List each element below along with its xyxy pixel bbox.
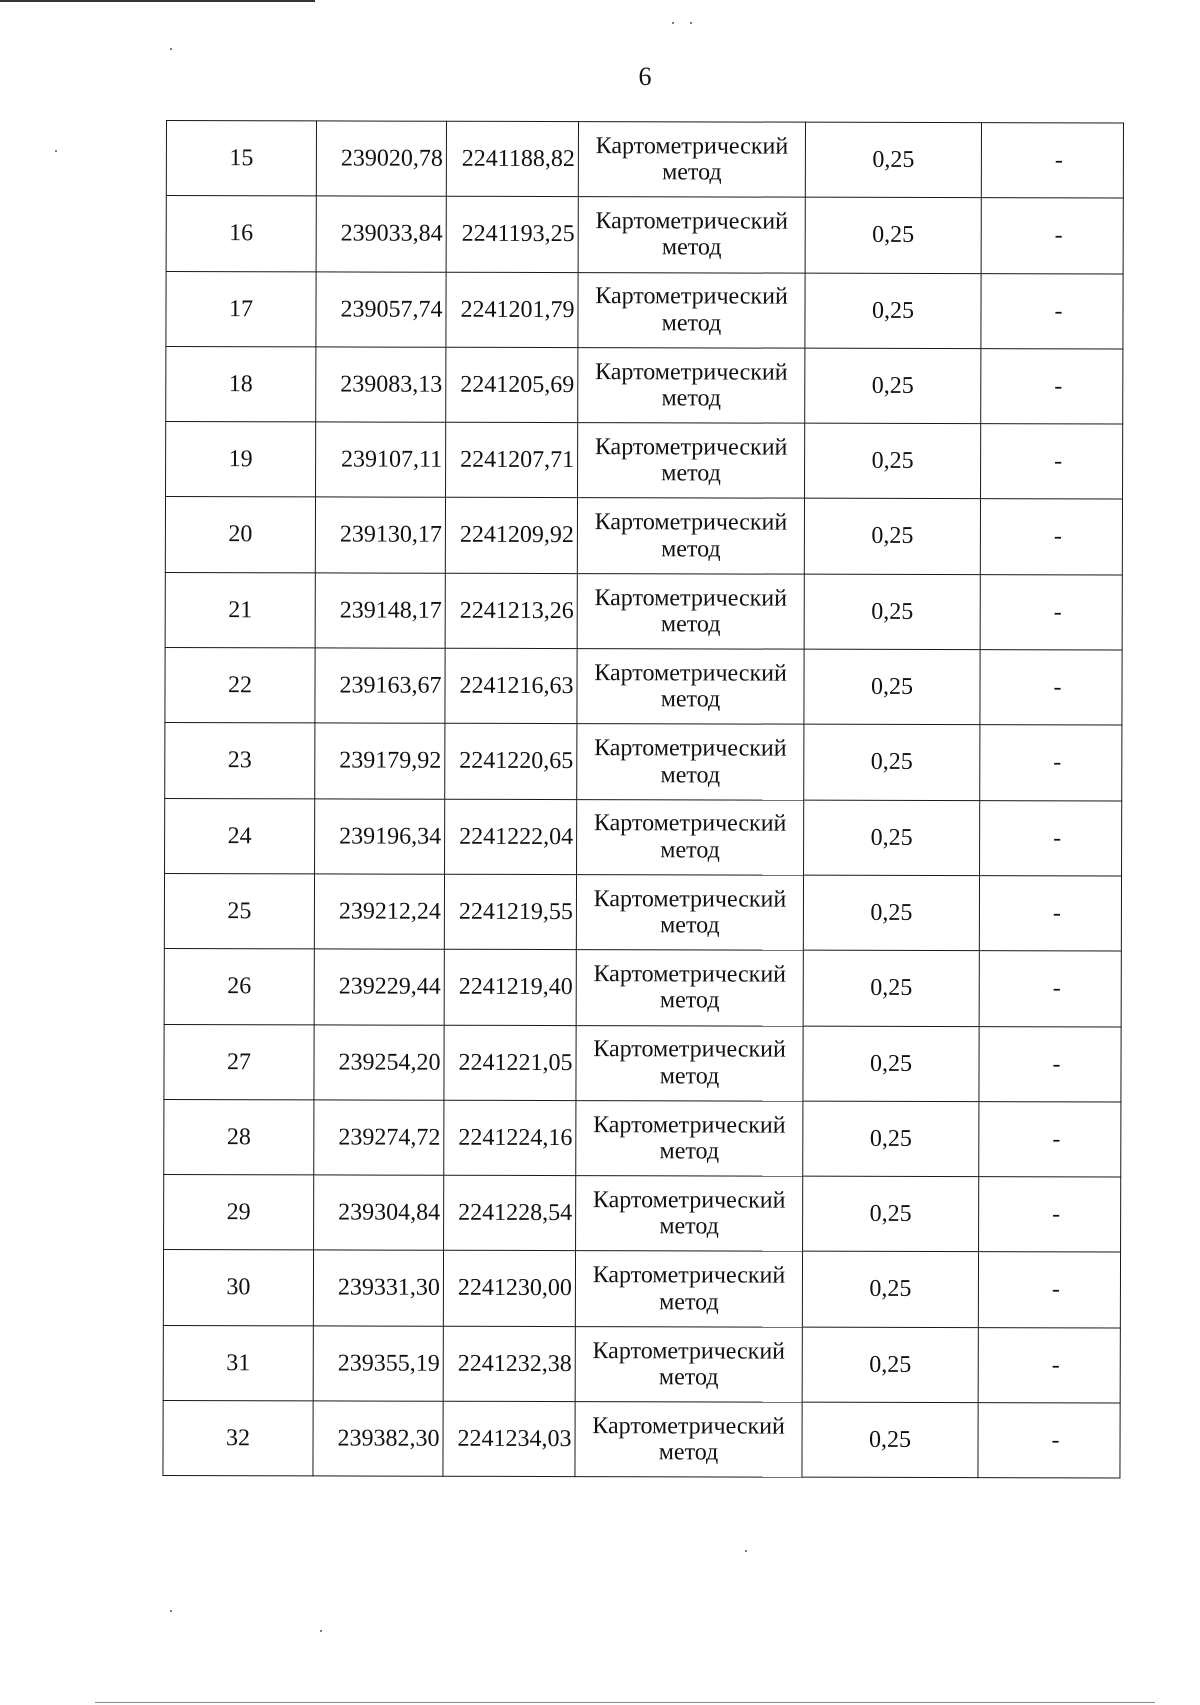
method-cell bbox=[576, 950, 803, 1026]
accuracy-cell: 0,25 bbox=[803, 1176, 979, 1252]
method-line-1: Картометрический bbox=[592, 1187, 786, 1214]
method-line-2: метод bbox=[661, 234, 722, 261]
method-line-2: метод bbox=[660, 837, 720, 864]
description-cell: - bbox=[979, 1026, 1121, 1102]
point-number-cell: 17 bbox=[166, 271, 316, 347]
method-line-2: метод bbox=[659, 1062, 720, 1090]
x-coordinate-cell: 239130,17 bbox=[315, 497, 445, 573]
table-row bbox=[166, 346, 1123, 424]
table-body bbox=[163, 121, 1124, 1479]
scan-speck bbox=[320, 1630, 322, 1632]
y-coordinate-cell: 2241234,03 bbox=[443, 1401, 575, 1477]
description-cell: - bbox=[980, 574, 1122, 650]
method-line-1: Картометрический bbox=[595, 283, 788, 310]
method-line-2: метод bbox=[659, 1138, 720, 1165]
point-number-cell: 30 bbox=[163, 1250, 313, 1326]
x-coordinate-cell: 239083,13 bbox=[316, 347, 446, 423]
method-cell bbox=[577, 724, 804, 800]
method-cell bbox=[577, 799, 804, 875]
method-line-1: Картометрический bbox=[593, 885, 787, 913]
description-cell: - bbox=[981, 424, 1123, 500]
method-cell bbox=[575, 1251, 802, 1327]
method-cell bbox=[578, 347, 805, 423]
description-cell: - bbox=[980, 800, 1122, 876]
method-line-1: Картометрический bbox=[594, 735, 787, 762]
description-cell: - bbox=[981, 349, 1123, 425]
method-line-1: Картометрический bbox=[592, 1262, 786, 1289]
point-number-cell: 29 bbox=[164, 1175, 314, 1251]
method-cell bbox=[577, 649, 804, 725]
table-row bbox=[165, 648, 1122, 726]
scan-edge-line bbox=[95, 1702, 1155, 1703]
y-coordinate-cell: 2241188,82 bbox=[446, 121, 578, 197]
point-number-cell: 27 bbox=[164, 1024, 314, 1100]
scan-speck bbox=[745, 1550, 747, 1552]
accuracy-cell: 0,25 bbox=[805, 122, 981, 198]
table-row bbox=[164, 1175, 1121, 1253]
method-line-2: метод bbox=[662, 159, 722, 186]
table-row bbox=[164, 1024, 1121, 1102]
description-cell: - bbox=[979, 1101, 1121, 1177]
point-number-cell: 16 bbox=[166, 196, 316, 272]
method-cell bbox=[577, 498, 804, 574]
method-cell bbox=[578, 122, 805, 198]
y-coordinate-cell: 2241216,63 bbox=[445, 648, 577, 724]
method-line-2: метод bbox=[658, 1439, 719, 1466]
x-coordinate-cell: 239382,30 bbox=[313, 1401, 443, 1477]
x-coordinate-cell: 239229,44 bbox=[314, 949, 444, 1025]
method-line-2: метод bbox=[658, 1364, 719, 1391]
method-line-2: метод bbox=[660, 912, 720, 939]
accuracy-cell: 0,25 bbox=[804, 725, 980, 801]
y-coordinate-cell: 2241232,38 bbox=[443, 1326, 575, 1402]
point-number-cell: 22 bbox=[165, 648, 315, 724]
y-coordinate-cell: 2241221,05 bbox=[444, 1025, 576, 1101]
table-row bbox=[164, 949, 1121, 1027]
method-line-1: Картометрический bbox=[594, 434, 788, 461]
table-row bbox=[164, 1099, 1121, 1177]
x-coordinate-cell: 239020,78 bbox=[316, 121, 446, 197]
method-cell bbox=[576, 1025, 803, 1101]
point-number-cell: 15 bbox=[166, 121, 316, 197]
accuracy-cell: 0,25 bbox=[804, 649, 980, 725]
accuracy-cell: 0,25 bbox=[804, 800, 980, 876]
point-number-cell: 20 bbox=[165, 497, 315, 573]
accuracy-cell: 0,25 bbox=[803, 1101, 979, 1177]
method-cell bbox=[575, 1326, 802, 1402]
x-coordinate-cell: 239148,17 bbox=[315, 573, 445, 649]
page-number: 6 bbox=[638, 62, 652, 91]
y-coordinate-cell: 2241230,00 bbox=[443, 1251, 575, 1327]
y-coordinate-cell: 2241209,92 bbox=[445, 498, 577, 574]
description-cell: - bbox=[981, 273, 1123, 349]
accuracy-cell: 0,25 bbox=[803, 950, 979, 1026]
method-line-2: метод bbox=[661, 385, 722, 412]
y-coordinate-cell: 2241201,79 bbox=[446, 272, 578, 348]
point-number-cell: 23 bbox=[165, 723, 315, 799]
description-cell: - bbox=[981, 123, 1123, 199]
scan-speck bbox=[170, 1610, 172, 1612]
accuracy-cell: 0,25 bbox=[805, 423, 981, 499]
point-number-cell: 19 bbox=[166, 422, 316, 498]
method-line-2: метод bbox=[659, 987, 720, 1014]
y-coordinate-cell: 2241228,54 bbox=[444, 1175, 576, 1251]
method-line-1: Картометрический bbox=[593, 810, 787, 838]
method-line-1: Картометрический bbox=[595, 132, 789, 160]
method-cell bbox=[576, 1176, 803, 1252]
scan-speck bbox=[690, 22, 692, 24]
method-cell bbox=[575, 1402, 802, 1478]
method-cell bbox=[576, 1100, 803, 1176]
method-line-2: метод bbox=[659, 1213, 719, 1240]
description-cell: - bbox=[979, 951, 1121, 1027]
accuracy-cell: 0,25 bbox=[805, 197, 981, 273]
x-coordinate-cell: 239212,24 bbox=[314, 874, 444, 950]
description-cell: - bbox=[979, 1177, 1121, 1253]
method-line-2: метод bbox=[661, 535, 721, 563]
method-line-1: Картометрический bbox=[595, 208, 789, 235]
y-coordinate-cell: 2241219,40 bbox=[444, 949, 576, 1025]
table-row bbox=[165, 798, 1122, 876]
table-row bbox=[164, 873, 1121, 951]
description-cell: - bbox=[978, 1252, 1120, 1328]
y-coordinate-cell: 2241193,25 bbox=[446, 197, 578, 273]
description-cell: - bbox=[980, 499, 1122, 575]
table-row bbox=[166, 422, 1123, 500]
accuracy-cell: 0,25 bbox=[804, 499, 980, 575]
accuracy-cell: 0,25 bbox=[802, 1252, 978, 1328]
table-row bbox=[163, 1401, 1120, 1479]
method-cell bbox=[578, 272, 805, 348]
table-row bbox=[165, 723, 1122, 801]
scan-speck bbox=[170, 48, 172, 50]
method-line-1: Картометрический bbox=[592, 1412, 785, 1440]
y-coordinate-cell: 2241205,69 bbox=[446, 347, 578, 423]
coordinates-table bbox=[162, 120, 1124, 1479]
accuracy-cell: 0,25 bbox=[802, 1327, 978, 1403]
x-coordinate-cell: 239331,30 bbox=[313, 1250, 443, 1326]
x-coordinate-cell: 239355,19 bbox=[313, 1326, 443, 1402]
point-number-cell: 18 bbox=[166, 346, 316, 422]
x-coordinate-cell: 239163,67 bbox=[315, 648, 445, 724]
scan-edge-line bbox=[0, 0, 315, 2]
accuracy-cell: 0,25 bbox=[805, 348, 981, 424]
method-cell bbox=[576, 875, 803, 951]
y-coordinate-cell: 2241224,16 bbox=[444, 1100, 576, 1176]
x-coordinate-cell: 239179,92 bbox=[315, 723, 445, 799]
method-line-2: метод bbox=[660, 611, 721, 638]
point-number-cell: 21 bbox=[165, 572, 315, 648]
table-row bbox=[166, 271, 1123, 349]
x-coordinate-cell: 239033,84 bbox=[316, 196, 446, 272]
description-cell: - bbox=[978, 1327, 1120, 1403]
accuracy-cell: 0,25 bbox=[803, 875, 979, 951]
method-line-2: метод bbox=[661, 310, 722, 337]
point-number-cell: 24 bbox=[165, 798, 315, 874]
table-row bbox=[165, 497, 1122, 575]
method-line-1: Картометрический bbox=[595, 358, 788, 386]
method-line-1: Картометрический bbox=[593, 1111, 786, 1139]
x-coordinate-cell: 239057,74 bbox=[316, 271, 446, 347]
accuracy-cell: 0,25 bbox=[804, 574, 980, 650]
method-line-1: Картометрический bbox=[592, 1337, 786, 1365]
x-coordinate-cell: 239254,20 bbox=[314, 1024, 444, 1100]
x-coordinate-cell: 239304,84 bbox=[314, 1175, 444, 1251]
description-cell: - bbox=[979, 876, 1121, 952]
method-line-2: метод bbox=[660, 761, 721, 788]
method-line-1: Картометрический bbox=[594, 584, 788, 612]
method-line-1: Картометрический bbox=[593, 1036, 786, 1063]
x-coordinate-cell: 239196,34 bbox=[315, 799, 445, 875]
method-line-2: метод bbox=[660, 686, 721, 713]
scan-speck bbox=[55, 150, 57, 152]
point-number-cell: 28 bbox=[164, 1099, 314, 1175]
table-row bbox=[163, 1325, 1120, 1403]
y-coordinate-cell: 2241219,55 bbox=[444, 874, 576, 950]
method-line-2: метод bbox=[661, 460, 721, 487]
accuracy-cell: 0,25 bbox=[803, 1026, 979, 1102]
point-number-cell: 31 bbox=[163, 1325, 313, 1401]
description-cell: - bbox=[980, 725, 1122, 801]
y-coordinate-cell: 2241222,04 bbox=[445, 799, 577, 875]
table-row bbox=[163, 1250, 1120, 1328]
table-row bbox=[166, 121, 1123, 199]
point-number-cell: 25 bbox=[164, 873, 314, 949]
table-row bbox=[165, 572, 1122, 650]
point-number-cell: 26 bbox=[164, 949, 314, 1025]
y-coordinate-cell: 2241213,26 bbox=[445, 573, 577, 649]
method-line-1: Картометрический bbox=[594, 509, 788, 536]
accuracy-cell: 0,25 bbox=[805, 273, 981, 349]
method-cell bbox=[578, 197, 805, 273]
x-coordinate-cell: 239107,11 bbox=[316, 422, 446, 498]
y-coordinate-cell: 2241220,65 bbox=[445, 724, 577, 800]
x-coordinate-cell: 239274,72 bbox=[314, 1100, 444, 1176]
method-line-1: Картометрический bbox=[594, 659, 787, 687]
table-row bbox=[166, 196, 1123, 274]
scan-speck bbox=[672, 22, 674, 24]
description-cell: - bbox=[981, 198, 1123, 274]
method-cell bbox=[577, 573, 804, 649]
accuracy-cell: 0,25 bbox=[802, 1402, 978, 1478]
method-cell bbox=[578, 423, 805, 499]
description-cell: - bbox=[978, 1403, 1120, 1479]
method-line-1: Картометрический bbox=[593, 961, 787, 988]
point-number-cell: 32 bbox=[163, 1401, 313, 1477]
y-coordinate-cell: 2241207,71 bbox=[446, 422, 578, 498]
description-cell: - bbox=[980, 650, 1122, 726]
method-line-2: метод bbox=[659, 1288, 719, 1316]
